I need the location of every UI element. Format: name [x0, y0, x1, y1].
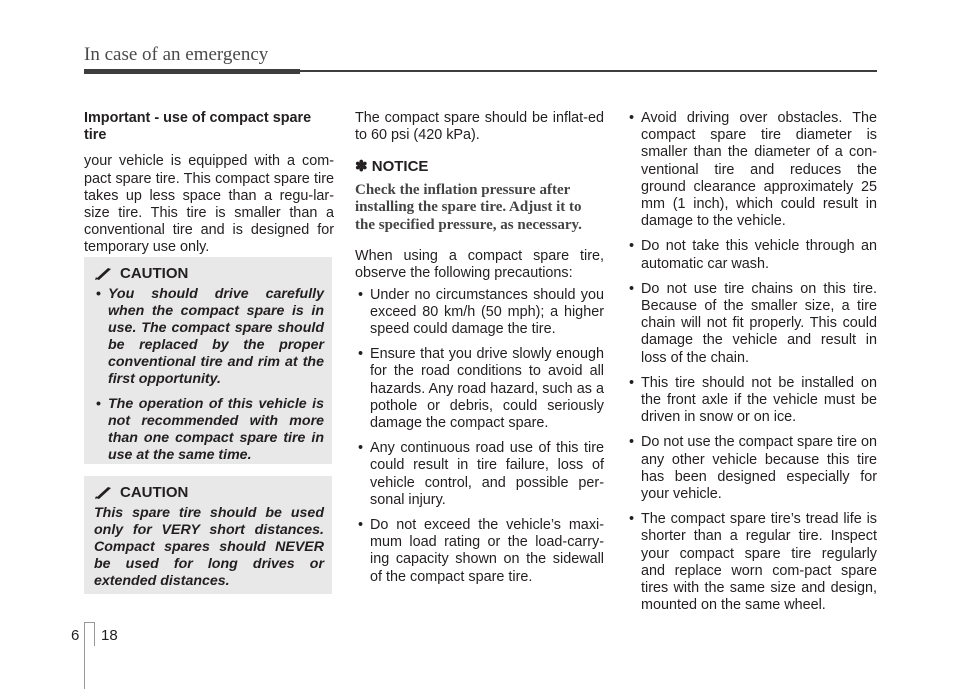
column-right	[626, 110, 877, 622]
list-item: • Do not exceed the vehicle’s maxi-mum load rating or the load-carry-ing capacity shown on the sidewall of the compact spare tire.	[355, 517, 604, 586]
list-item: • Any continuous road use of this tire could result in tire failure, loss of vehicle control, and possible per-sonal injury.	[355, 440, 604, 509]
caution-item: • You should drive carefully when the compact spare is in use. The compact spare should be replaced by the proper conventional tire and rim at the first opportunity.	[94, 286, 324, 388]
footer-divider	[84, 622, 85, 689]
caution-header	[94, 265, 324, 282]
list-item: • This tire should not be installed on the front axle if the vehicle must be driven in snow or on ice.	[626, 375, 877, 427]
caution-box-2	[84, 476, 332, 594]
list-item: • Do not use tire chains on this tire. Because of the smaller size, a tire chain will not fit properly. This could damage the vehicle and result in loss of the chain.	[626, 281, 877, 367]
caution-item: • The operation of this vehicle is not recommended with more than one compact spare tire in use at the same time.	[94, 396, 324, 464]
column-middle	[355, 110, 604, 594]
header-rule-thin	[300, 70, 877, 72]
footer-divider	[94, 622, 95, 646]
list-item: • Do not take this vehicle through an automatic car wash.	[626, 238, 877, 272]
caution-box-1	[84, 257, 332, 464]
inflation-paragraph: The compact spare should be inflat-ed to 60 psi (420 kPa).	[355, 110, 604, 144]
notice-body: Check the inflation pressure after installing the spare tire. Adjust it to the specified pressure, as necessary.	[355, 181, 582, 233]
pencil-icon	[94, 486, 114, 500]
precautions-list-continued	[626, 110, 877, 614]
caution-label: CAUTION	[120, 265, 189, 282]
pencil-icon	[94, 267, 114, 281]
caution-text: This spare tire should be used only for VERY short distances. Compact spares should NEVER be used for long drives or extended distances.	[94, 505, 324, 589]
column-left	[84, 110, 334, 257]
section-heading: Important - use of compact spare tire	[84, 110, 312, 144]
footer-divider	[84, 622, 95, 623]
precautions-lead: When using a compact spare tire, observe the following precautions:	[355, 248, 604, 282]
intro-paragraph: your vehicle is equipped with a com-pact spare tire. This compact spare tire takes up less space than a regu-lar-size tire. This tire is smaller than a conventional tire and is designed for temporary use only.	[84, 153, 334, 256]
page-number: 18	[101, 627, 118, 644]
chapter-number: 6	[71, 627, 80, 644]
notice-title: ✽ NOTICE	[355, 158, 429, 176]
precautions-list	[355, 287, 604, 586]
list-item: • The compact spare tire’s tread life is shorter than a regular tire. Inspect your compact spare tire regularly and replace worn com-pact spare tires with the same size and design, mounted on the same wheel.	[626, 511, 877, 614]
page-header-title: In case of an emergency	[84, 44, 269, 65]
list-item: • Ensure that you drive slowly enough for the road conditions to avoid all hazards. Any road hazard, such as a pothole or debris, could seriously damage the compact spare.	[355, 346, 604, 432]
caution-label: CAUTION	[120, 484, 189, 501]
list-item: • Avoid driving over obstacles. The compact spare tire diameter is smaller than the diameter of a con-ventional tire and reduces the ground clearance approximately 25 mm (1 inch), which could result in damage to the vehicle.	[626, 110, 877, 230]
list-item: • Under no circumstances should you exceed 80 km/h (50 mph); a higher speed could damage the tire.	[355, 287, 604, 339]
caution-header	[94, 484, 324, 501]
list-item: • Do not use the compact spare tire on any other vehicle because this tire has been designed especially for your vehicle.	[626, 434, 877, 503]
caution-list	[94, 286, 324, 464]
header-rule-thick	[84, 69, 300, 74]
